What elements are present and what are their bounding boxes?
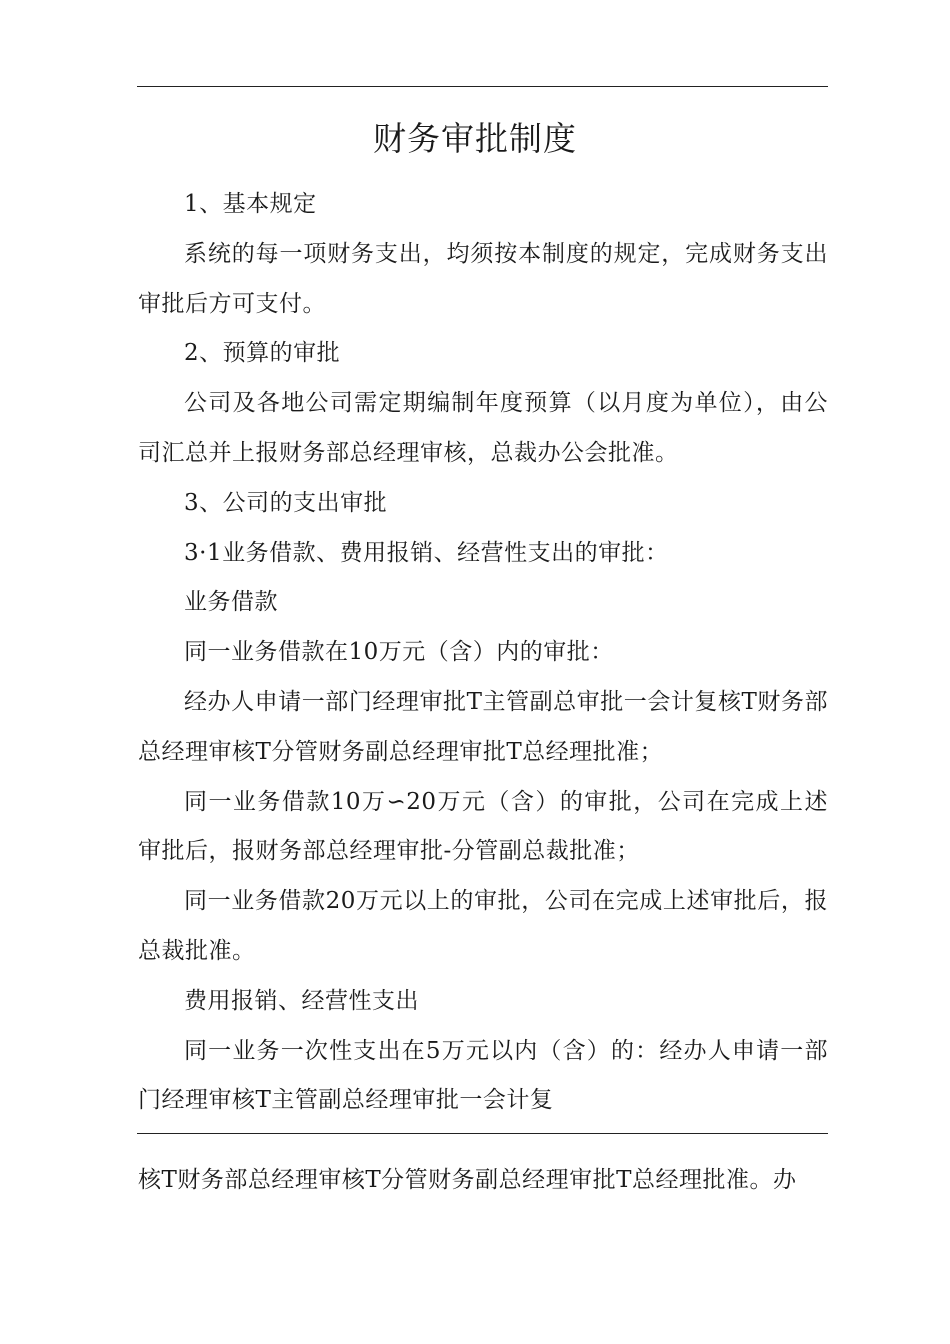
section-heading-expense-approval: 3、公司的支出审批 [184,489,388,516]
paragraph-budget-approval: 公司及各地公司需定期编制年度预算（以月度为单位），由公司汇总并上报财务部总经理审核，总裁办公会批准。 [138,390,828,466]
document-body [138,180,828,1126]
paragraph-loan-approval-flow: 经办人申请一部门经理审批T主管副总审批一会计复核T财务部总经理审核T分管财务副总经理审批T总经理批准； [138,688,828,765]
top-divider [137,86,828,87]
page-break-divider [137,1133,828,1134]
page-title: 财务审批制度 [373,119,577,158]
subsection-heading-3-1: 3·1业务借款、费用报销、经营性支出的审批： [184,539,669,566]
continuation-text: 核T财务部总经理审核T分管财务副总经理审批T总经理批准。办 [138,1167,797,1193]
paragraph-loan-under-10w: 同一业务借款在10万元（含）内的审批： [184,639,614,666]
paragraph-loan-over-20w: 同一业务借款20万元以上的审批，公司在完成上述审批后，报总裁批准。 [138,888,828,964]
paragraph-loan-10w-20w: 同一业务借款10万∽20万元（含）的审批，公司在完成上述审批后，报财务部总经理审批-分管副总裁批准； [138,788,828,865]
subheading-business-loan: 业务借款 [184,589,278,616]
subheading-expense-reimbursement: 费用报销、经营性支出 [184,987,419,1014]
section-heading-basic-rules: 1、基本规定 [184,191,317,217]
section-heading-budget-approval: 2、预算的审批 [184,340,341,367]
paragraph-expense-under-5w: 同一业务一次性支出在5万元以内（含）的：经办人申请一部门经理审核T主管副总经理审批一会计复 [138,1037,828,1114]
paragraph-basic-rules: 系统的每一项财务支出，均须按本制度的规定，完成财务支出审批后方可支付。 [138,240,828,317]
